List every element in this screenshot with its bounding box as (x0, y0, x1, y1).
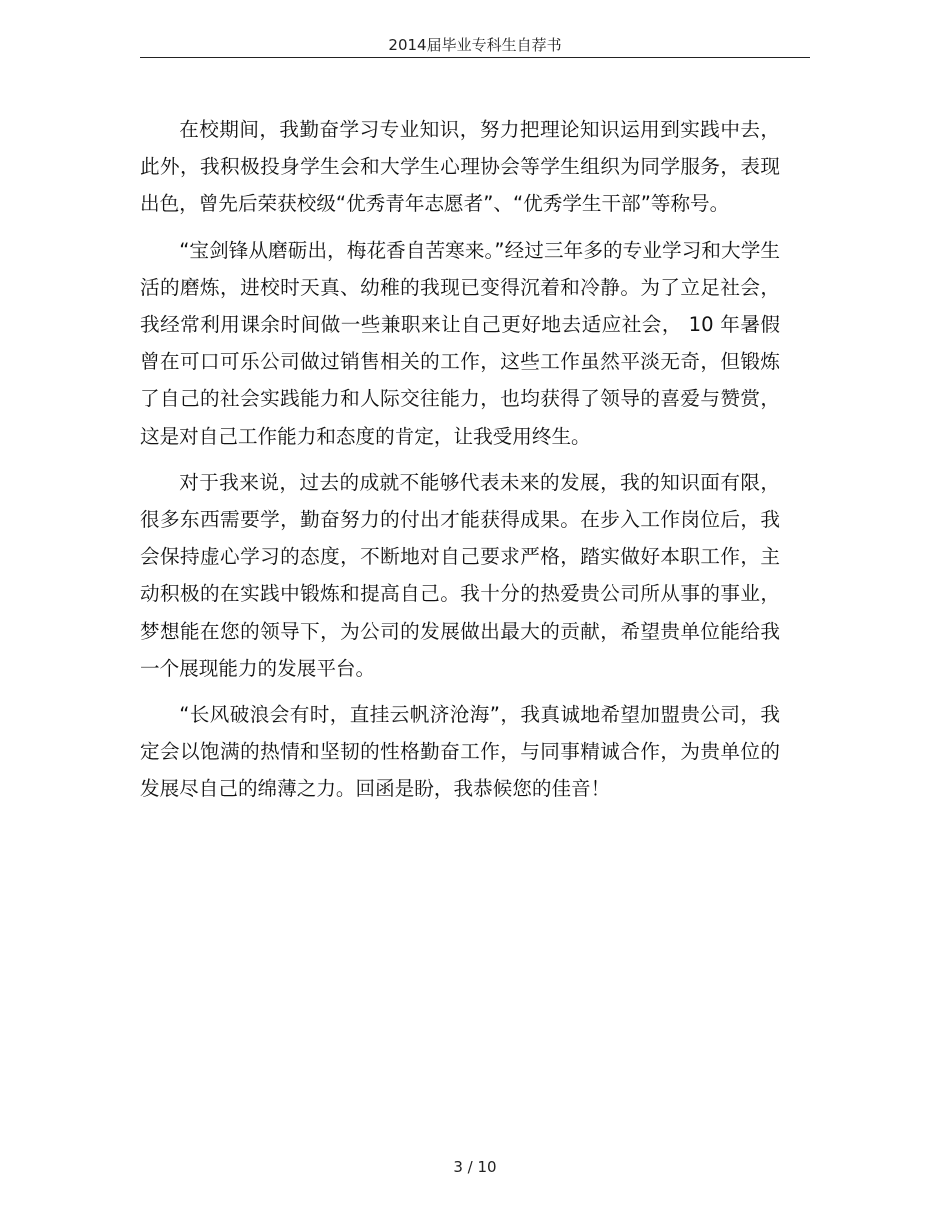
paragraph-campus-activities: 在校期间，我勤奋学习专业知识，努力把理论知识运用到实践中去，此外，我积极投身学生会和大学生心理协会等学生组织为同学服务，表现出色，曾先后荣获校级“优秀青年志愿者”、“优秀学生干部”等称号。 (140, 118, 780, 216)
letter-body (140, 111, 780, 808)
page-number: 3 / 10 (453, 1158, 497, 1176)
paragraph-future-goals: 对于我来说，过去的成就不能够代表未来的发展，我的知识面有限，很多东西需要学，勤奋努力的付出才能获得成果。在步入工作岗位后，我会保持虚心学习的态度，不断地对自己要求严格，踏实做好本职工作，主动积极的在实践中锻炼和提高自己。我十分的热爱贵公司所从事的事业，梦想能在您的领导下，为公司的发展做出最大的贡献，希望贵单位能给我一个展现能力的发展平台。 (140, 470, 780, 680)
paragraph-closing: “长风破浪会有时，直挂云帆济沧海”，我真诚地希望加盟贵公司，我定会以饱满的热情和坚韧的性格勤奋工作，与同事精诚合作，为贵单位的发展尽自己的绵薄之力。回函是盼，我恭候您的佳音！ (140, 703, 780, 801)
paragraph-work-experience: “宝剑锋从磨砺出，梅花香自苦寒来。”经过三年多的专业学习和大学生活的磨炼，进校时天真、幼稚的我现已变得沉着和冷静。为了立足社会，我经常利用课余时间做一些兼职来让自己更好地去适应社会， 10 年暑假曾在可口可乐公司做过销售相关的工作，这些工作虽然平淡无奇，但锻炼了自己的社会实践能力和人际交往能力，也均获得了领导的喜爱与赞赏，这是对自己工作能力和态度的肯定，让我受用终生。 (140, 238, 780, 448)
document-title: 2014届毕业专科生自荐书 (388, 36, 562, 54)
page-header (140, 30, 810, 58)
